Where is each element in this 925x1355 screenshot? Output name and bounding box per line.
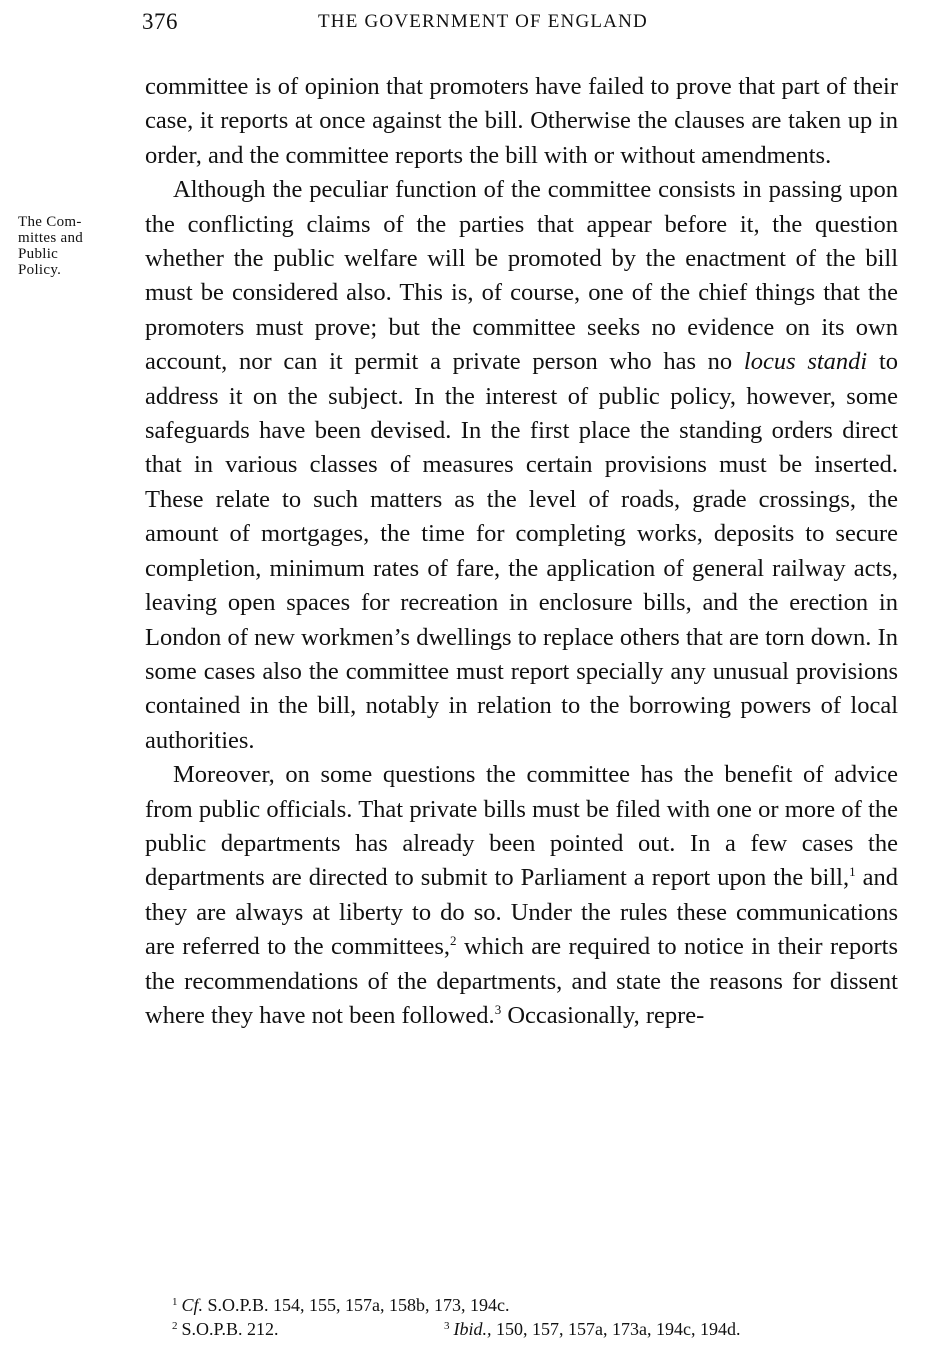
paragraph-1: committee is of opinion that promoters have failed to prove that part of their case, it reports at once against the bill. Otherwise the clauses are taken up in order, and the committee reports the bill with or without amendments. <box>145 73 898 169</box>
paragraph-3-text: Occasionally, repre- <box>501 1001 705 1029</box>
footnote-1 <box>172 1290 510 1317</box>
body-text <box>145 70 898 1033</box>
paragraph-2-text: to address it on the subject. In the interest of public policy, however, some safeguards have been devised. In the first place the standing orders direct that in various classes of measures certain provisions must be inserted. These relate to such matters as the level of roads, grade crossings, the amount of mortgages, the time for completing works, deposits to secure completion, minimum rates of fare, the application of general railway acts, leaving open spaces for recreation in enclosure bills, and the erection in London of new workmen’s dwellings to replace others that are torn down. In some cases also the committee must report specially any unusual provisions contained in the bill, notably in relation to the borrowing powers of local authorities. <box>145 348 899 754</box>
running-head: THE GOVERNMENT OF ENGLAND <box>318 11 648 32</box>
footnote-line <box>172 1290 892 1314</box>
footnote-ref: 3 <box>494 1001 502 1017</box>
margin-note-line: Public <box>18 246 59 262</box>
paragraph-3-text: Moreover, on some questions the committee has the benefit of advice from public officials. That private bills must be filed with one or more of the public departments has already been pointed out. In a few cases the departments are directed to submit to Parliament a report upon the bill, <box>145 761 898 892</box>
footnote-text: S.O.P.B. 154, 155, 157a, 158b, 173, 194c. <box>203 1295 510 1315</box>
paragraph-3-text: and they are always at liberty to do so. Under the rules these communications are referred to the committees, <box>145 864 899 961</box>
footnote-ref: 2 <box>450 933 457 949</box>
paragraph-2-text: Although the peculiar function of the committee consists in passing upon the conflicting claims of the parties that appear before it, the question whether the public welfare will be promoted by the enactment of the bill must be considered also. This is, of course, one of the chief things that the promoters must prove; but the committee seeks no evidence on its own account, nor can it permit a private person who has no <box>145 176 898 376</box>
footnote-marker: 1 <box>172 1296 178 1308</box>
footnote-line <box>172 1314 892 1338</box>
footnote-3 <box>444 1314 740 1341</box>
margin-note <box>18 214 138 278</box>
footnote-label: Ibid., <box>453 1319 492 1339</box>
footnote-text: 150, 157, 157a, 173a, 194c, 194d. <box>491 1319 741 1339</box>
italic-phrase: locus standi <box>743 348 868 376</box>
footnote-ref: 1 <box>849 864 856 880</box>
page-header <box>140 6 900 38</box>
paragraph-3 <box>145 758 898 1033</box>
footnote-marker: 2 <box>172 1320 178 1332</box>
footnote-2 <box>172 1314 279 1341</box>
margin-note-line: mittes and <box>18 230 84 246</box>
footnote-marker: 3 <box>444 1320 450 1332</box>
margin-note-line: The Com- <box>18 214 82 230</box>
footnote-text: S.O.P.B. 212. <box>181 1319 279 1339</box>
paragraph-2 <box>145 173 898 758</box>
margin-note-line: Policy. <box>18 262 62 278</box>
footnotes <box>172 1290 892 1338</box>
footnote-label: Cf. <box>181 1295 204 1315</box>
paragraph-3-text: which are required to notice in their reports the recommendations of the departments, and state the reasons for dissent where they have not been followed. <box>145 933 898 1029</box>
page-number: 376 <box>142 9 178 34</box>
